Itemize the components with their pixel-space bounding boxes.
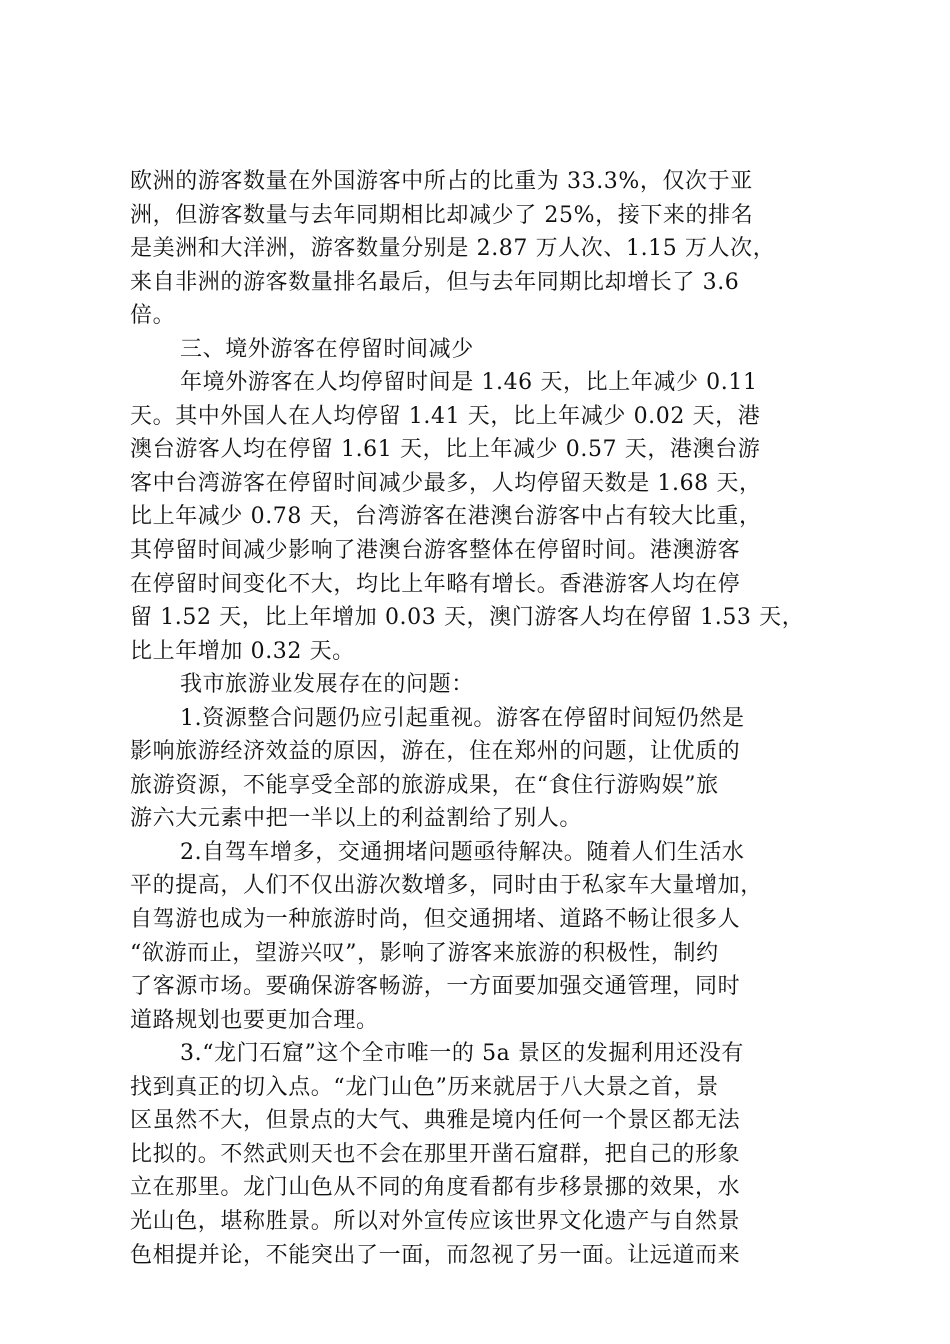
text-line: 立在那里。龙门山色从不同的角度看都有步移景挪的效果，水 <box>130 1175 741 1201</box>
text-line: 留 1.52 天，比上年增加 0.03 天，澳门游客人均在停留 1.53 天， <box>130 605 805 631</box>
text-line: 比上年减少 0.78 天，台湾游客在港澳台游客中占有较大比重， <box>130 504 762 530</box>
text-line: 三、境外游客在停留时间减少 <box>180 336 474 362</box>
text-line: 澳台游客人均在停留 1.61 天，比上年减少 0.57 天，港澳台游 <box>130 437 761 463</box>
text-line: 旅游资源，不能享受全部的旅游成果，在“食住行游购娱”旅 <box>130 772 719 798</box>
text-line: 客中台湾游客在停留时间减少最多，人均停留天数是 1.68 天， <box>130 470 762 496</box>
text-line: 欧洲的游客数量在外国游客中所占的比重为 33.3%，仅次于亚 <box>130 169 753 194</box>
text-line: 倍。 <box>130 303 176 329</box>
text-line: 2.自驾车增多，交通拥堵问题亟待解决。随着人们生活水 <box>180 839 745 865</box>
text-line: 游六大元素中把一半以上的利益割给了别人。 <box>130 806 583 832</box>
text-line: 色相提并论，不能突出了一面，而忽视了另一面。让远道而来 <box>130 1242 741 1268</box>
text-line: 是美洲和大洋洲，游客数量分别是 2.87 万人次、1.15 万人次， <box>130 236 776 262</box>
text-line: 1.资源整合问题仍应引起重视。游客在停留时间短仍然是 <box>180 705 745 731</box>
text-line: 影响旅游经济效益的原因，游在，住在郑州的问题，让优质的 <box>130 739 741 765</box>
text-line: “欲游而止，望游兴叹”，影响了游客来旅游的积极性，制约 <box>130 940 719 966</box>
text-line: 区虽然不大，但景点的大气、典雅是境内任何一个景区都无法 <box>130 1108 741 1134</box>
text-line: 光山色，堪称胜景。所以对外宣传应该世界文化遗产与自然景 <box>130 1208 741 1234</box>
text-line: 比拟的。不然武则天也不会在那里开凿石窟群，把自己的形象 <box>130 1141 741 1167</box>
text-line: 天。其中外国人在人均停留 1.41 天，比上年减少 0.02 天，港 <box>130 403 761 429</box>
text-line: 平的提高，人们不仅出游次数增多，同时由于私家车大量增加， <box>130 873 763 899</box>
text-line: 比上年增加 0.32 天。 <box>130 638 355 664</box>
text-line: 年境外游客在人均停留时间是 1.46 天，比上年减少 0.11 <box>180 370 758 396</box>
text-line: 其停留时间减少影响了港澳台游客整体在停留时间。港澳游客 <box>130 538 741 564</box>
text-line: 自驾游也成为一种旅游时尚，但交通拥堵、道路不畅让很多人 <box>130 907 741 933</box>
text-line: 洲，但游客数量与去年同期相比却减少了 25%，接下来的排名 <box>130 202 754 228</box>
text-line: 找到真正的切入点。“龙门山色”历来就居于八大景之首，景 <box>130 1074 719 1100</box>
text-line: 我市旅游业发展存在的问题： <box>180 672 474 698</box>
text-line: 了客源市场。要确保游客畅游，一方面要加强交通管理，同时 <box>130 974 741 1000</box>
text-line: 道路规划也要更加合理。 <box>130 1007 379 1033</box>
text-line: 来自非洲的游客数量排名最后，但与去年同期比却增长了 3.6 <box>130 269 740 295</box>
text-line: 3.“龙门石窟”这个全市唯一的 5a 景区的发掘利用还没有 <box>180 1041 744 1067</box>
body-text <box>130 165 840 1272</box>
text-line: 在停留时间变化不大，均比上年略有增长。香港游客人均在停 <box>130 571 741 597</box>
